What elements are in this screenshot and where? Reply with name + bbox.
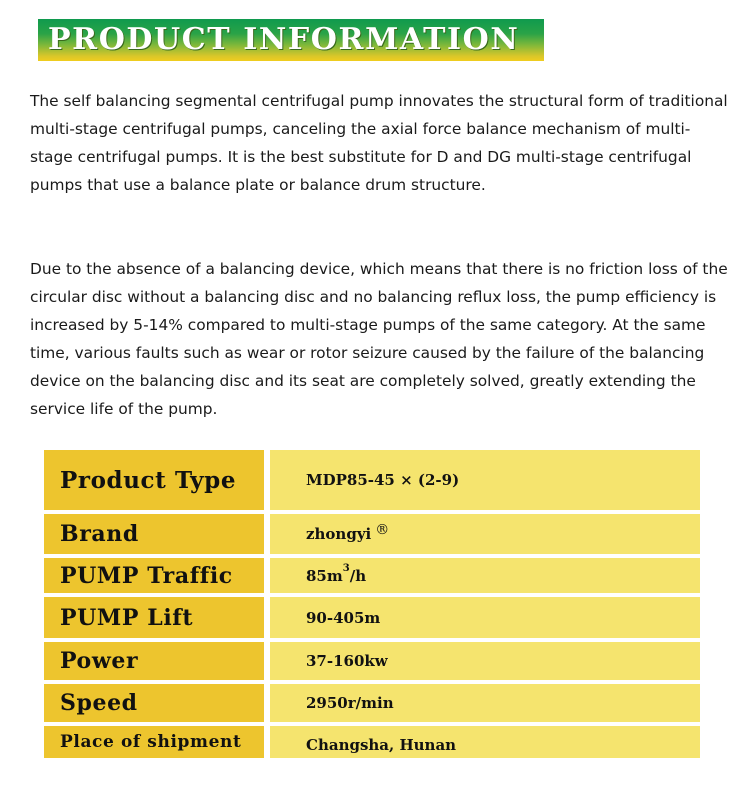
spec-row-product-type [44,450,700,510]
spec-label-brand: Brand [44,514,264,554]
spec-row-power [44,642,700,680]
registered-mark: ® [375,522,390,538]
spec-row-brand [44,514,700,554]
spec-label-pump-lift: PUMP Lift [44,597,264,638]
spec-label-power: Power [44,642,264,680]
brand-name: zhongyi [306,525,372,543]
intro-paragraph-2: Due to the absence of a balancing device, which means that there is no friction loss of the circular disc without a balancing disc and no balancing reflux loss, the pump efficiency is increased by 5-14% compared to multi-stage pumps of the same category. At the same time, various faults such as wear or rotor seizure caused by the failure of the balancing device on the balancing disc and its seat are completely solved, greatly extending the service life of the pump. [30,260,728,418]
spec-row-pump-traffic [44,558,700,593]
spec-value-power: 37-160kw [270,642,700,680]
spec-table [44,450,700,762]
spec-label-shipment: Place of shipment [44,726,264,758]
spec-value-pump-lift: 90-405m [270,597,700,638]
spec-value-brand [270,514,700,554]
spec-value-product-type: MDP85-45 × (2-9) [270,450,700,510]
spec-row-pump-lift [44,597,700,638]
product-information-banner [38,19,544,61]
spec-label-pump-traffic: PUMP Traffic [44,558,264,593]
spec-value-speed: 2950r/min [270,684,700,722]
banner-title: PRODUCT INFORMATION [48,22,520,57]
intro-paragraph-1: The self balancing segmental centrifugal pump innovates the structural form of traditional multi-stage centrifugal pumps, canceling the axial force balance mechanism of multi-stage centrifugal pumps. It is the best substitute for D and DG multi-stage centrifugal pumps that use a balance plate or balance drum structure. [30,92,728,194]
spec-row-speed [44,684,700,722]
spec-label-speed: Speed [44,684,264,722]
spec-row-shipment [44,726,700,758]
traffic-superscript: 3 [342,563,350,574]
spec-value-shipment: Changsha, Hunan [270,726,700,758]
spec-label-product-type: Product Type [44,450,264,510]
traffic-value: 85m [306,566,343,585]
traffic-unit: /h [349,566,367,585]
spec-value-pump-traffic [270,558,700,593]
